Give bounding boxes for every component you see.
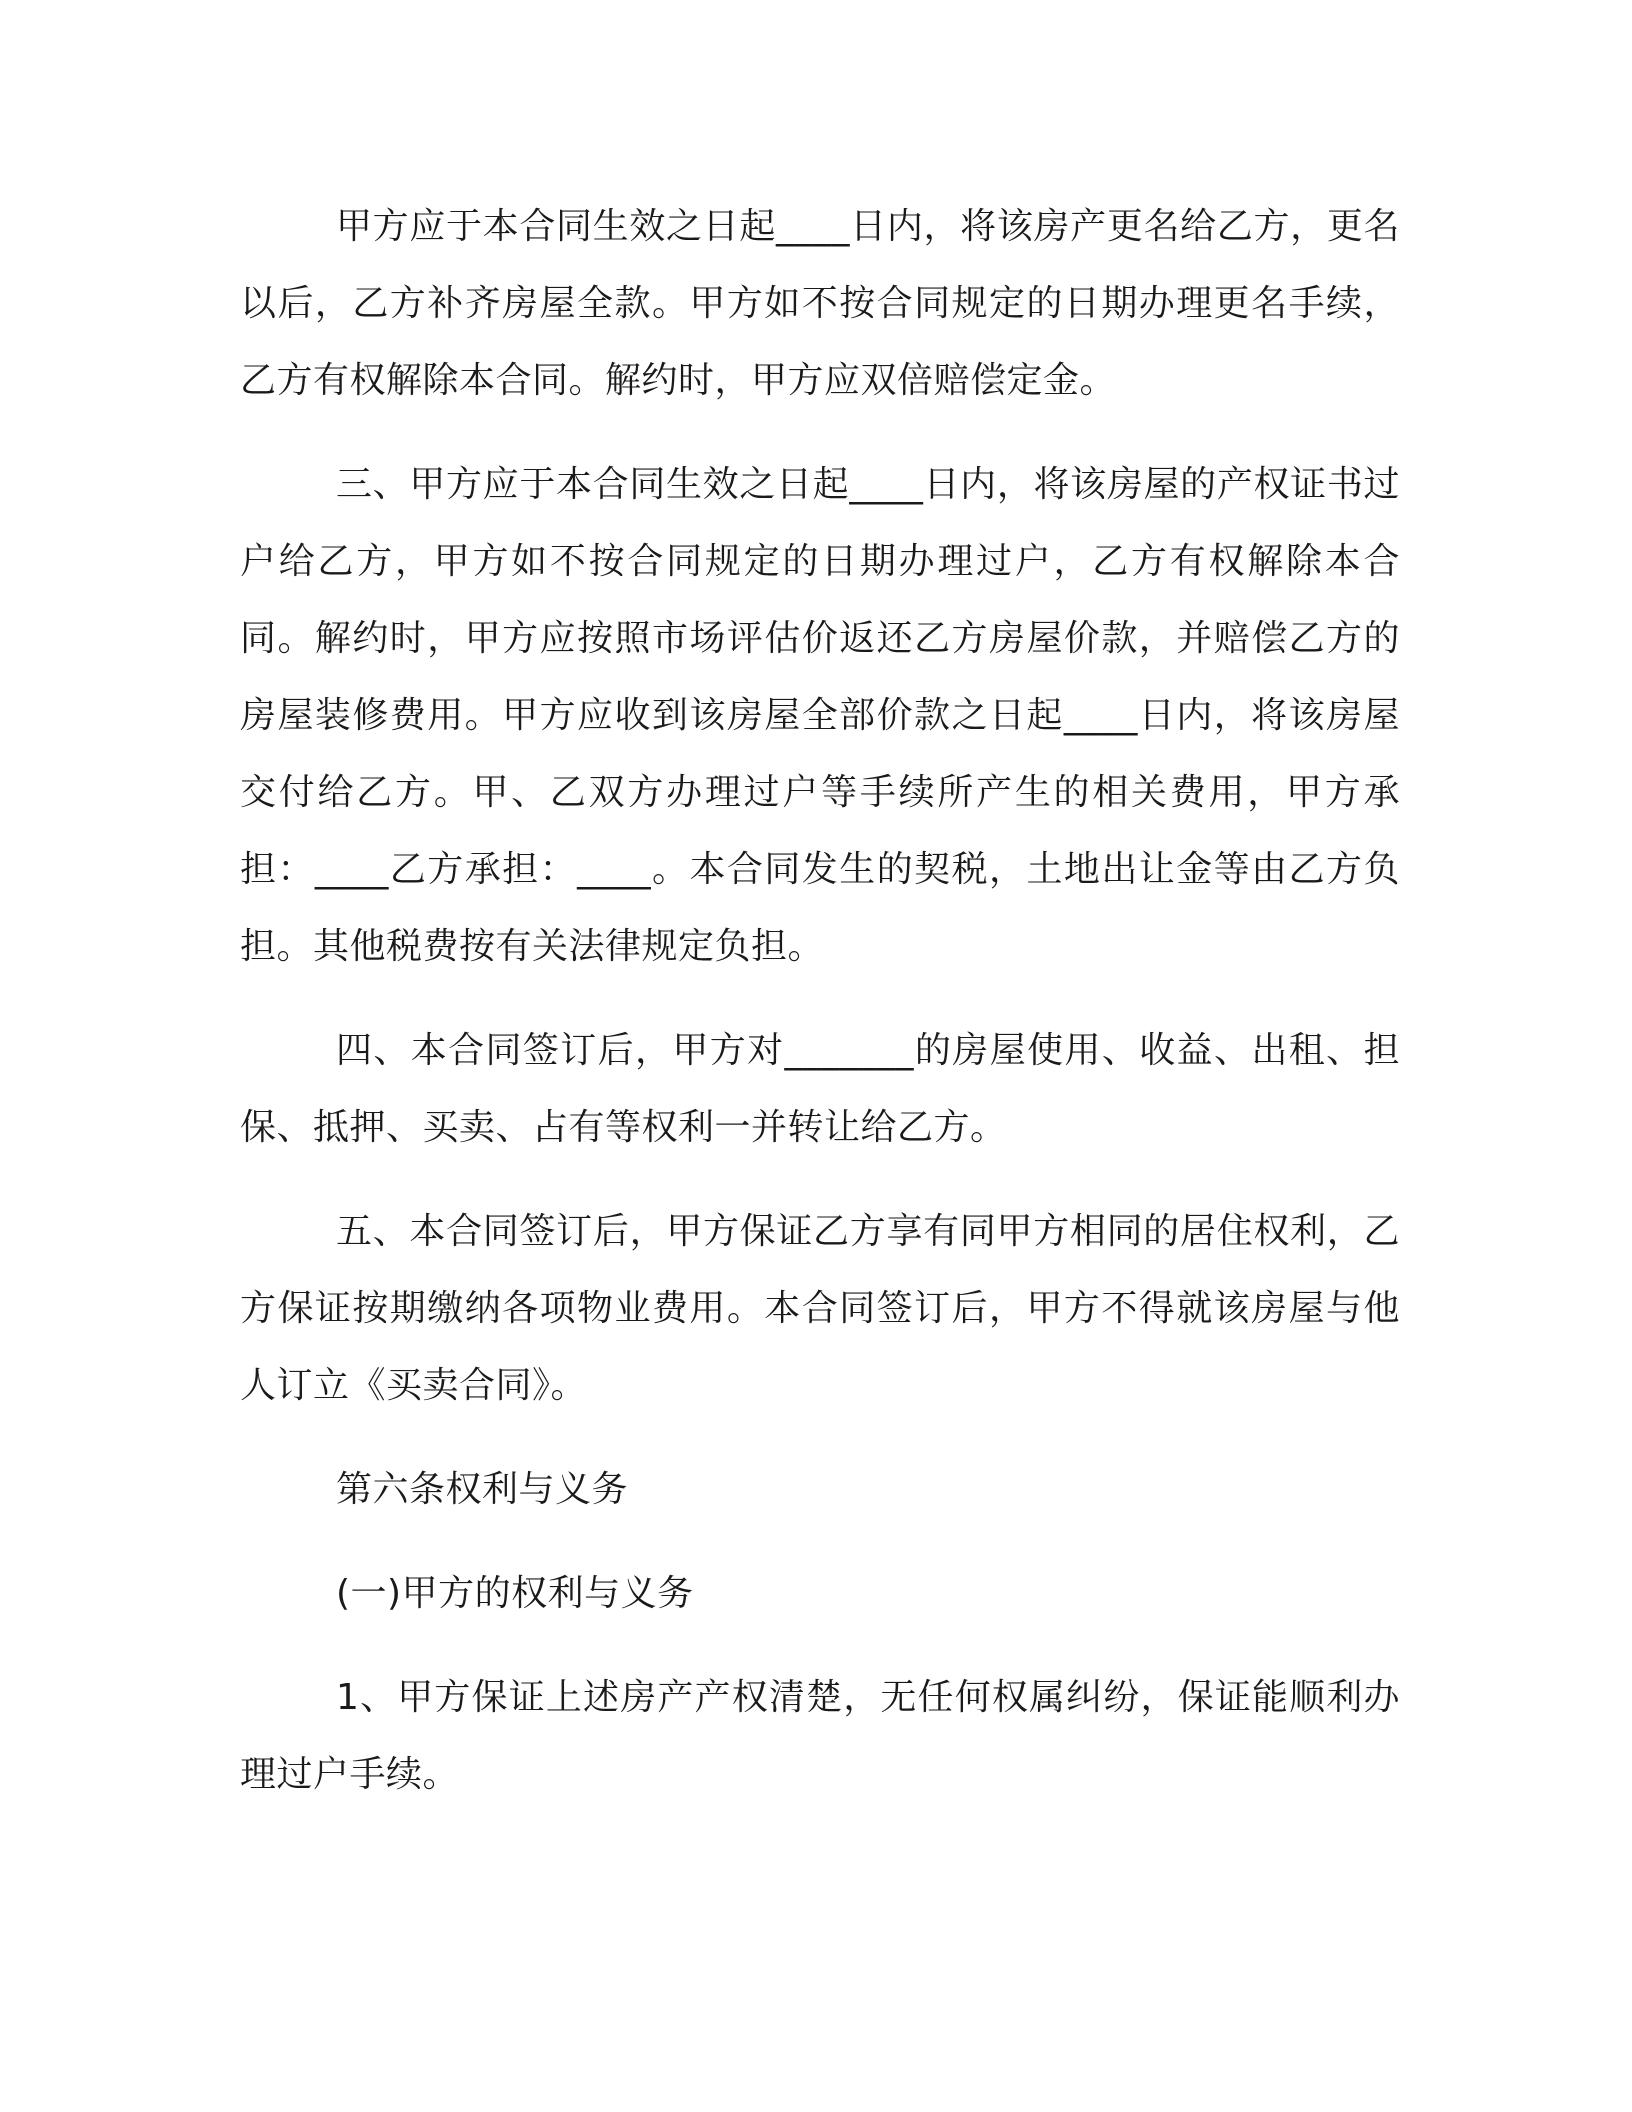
paragraph-clause-4: 四、本合同签订后，甲方对_______的房屋使用、收益、出租、担保、抵押、买卖、占有等权利一并转让给乙方。	[240, 1030, 1400, 1148]
document-body	[240, 188, 1400, 1840]
article-6-heading: 第六条权利与义务	[336, 1469, 629, 1510]
paragraph-clause-5: 五、本合同签订后，甲方保证乙方享有同甲方相同的居住权利，乙方保证按期缴纳各项物业费用。本合同签订后，甲方不得就该房屋与他人订立《买卖合同》。	[240, 1211, 1400, 1406]
party-a-rights-heading: (一)甲方的权利与义务	[336, 1573, 694, 1614]
paragraph-clause-3: 三、甲方应于本合同生效之日起____日内，将该房屋的产权证书过户给乙方，甲方如不按合同规定的日期办理过户，乙方有权解除本合同。解约时，甲方应按照市场评估价返还乙方房屋价款，并赔偿乙方的房屋装修费用。甲方应收到该房屋全部价款之日起____日内，将该房屋交付给乙方。甲、乙双方办理过户等手续所产生的相关费用，甲方承担：____乙方承担：____。本合同发生的契税，土地出让金等由乙方负担。其他税费按有关法律规定负担。	[240, 464, 1400, 967]
paragraph-item-1: 1、甲方保证上述房产产权清楚，无任何权属纠纷，保证能顺利办理过户手续。	[240, 1677, 1400, 1795]
paragraph-transfer-name: 甲方应于本合同生效之日起____日内，将该房产更名给乙方，更名以后，乙方补齐房屋全款。甲方如不按合同规定的日期办理更名手续，乙方有权解除本合同。解约时，甲方应双倍赔偿定金。	[240, 206, 1400, 401]
